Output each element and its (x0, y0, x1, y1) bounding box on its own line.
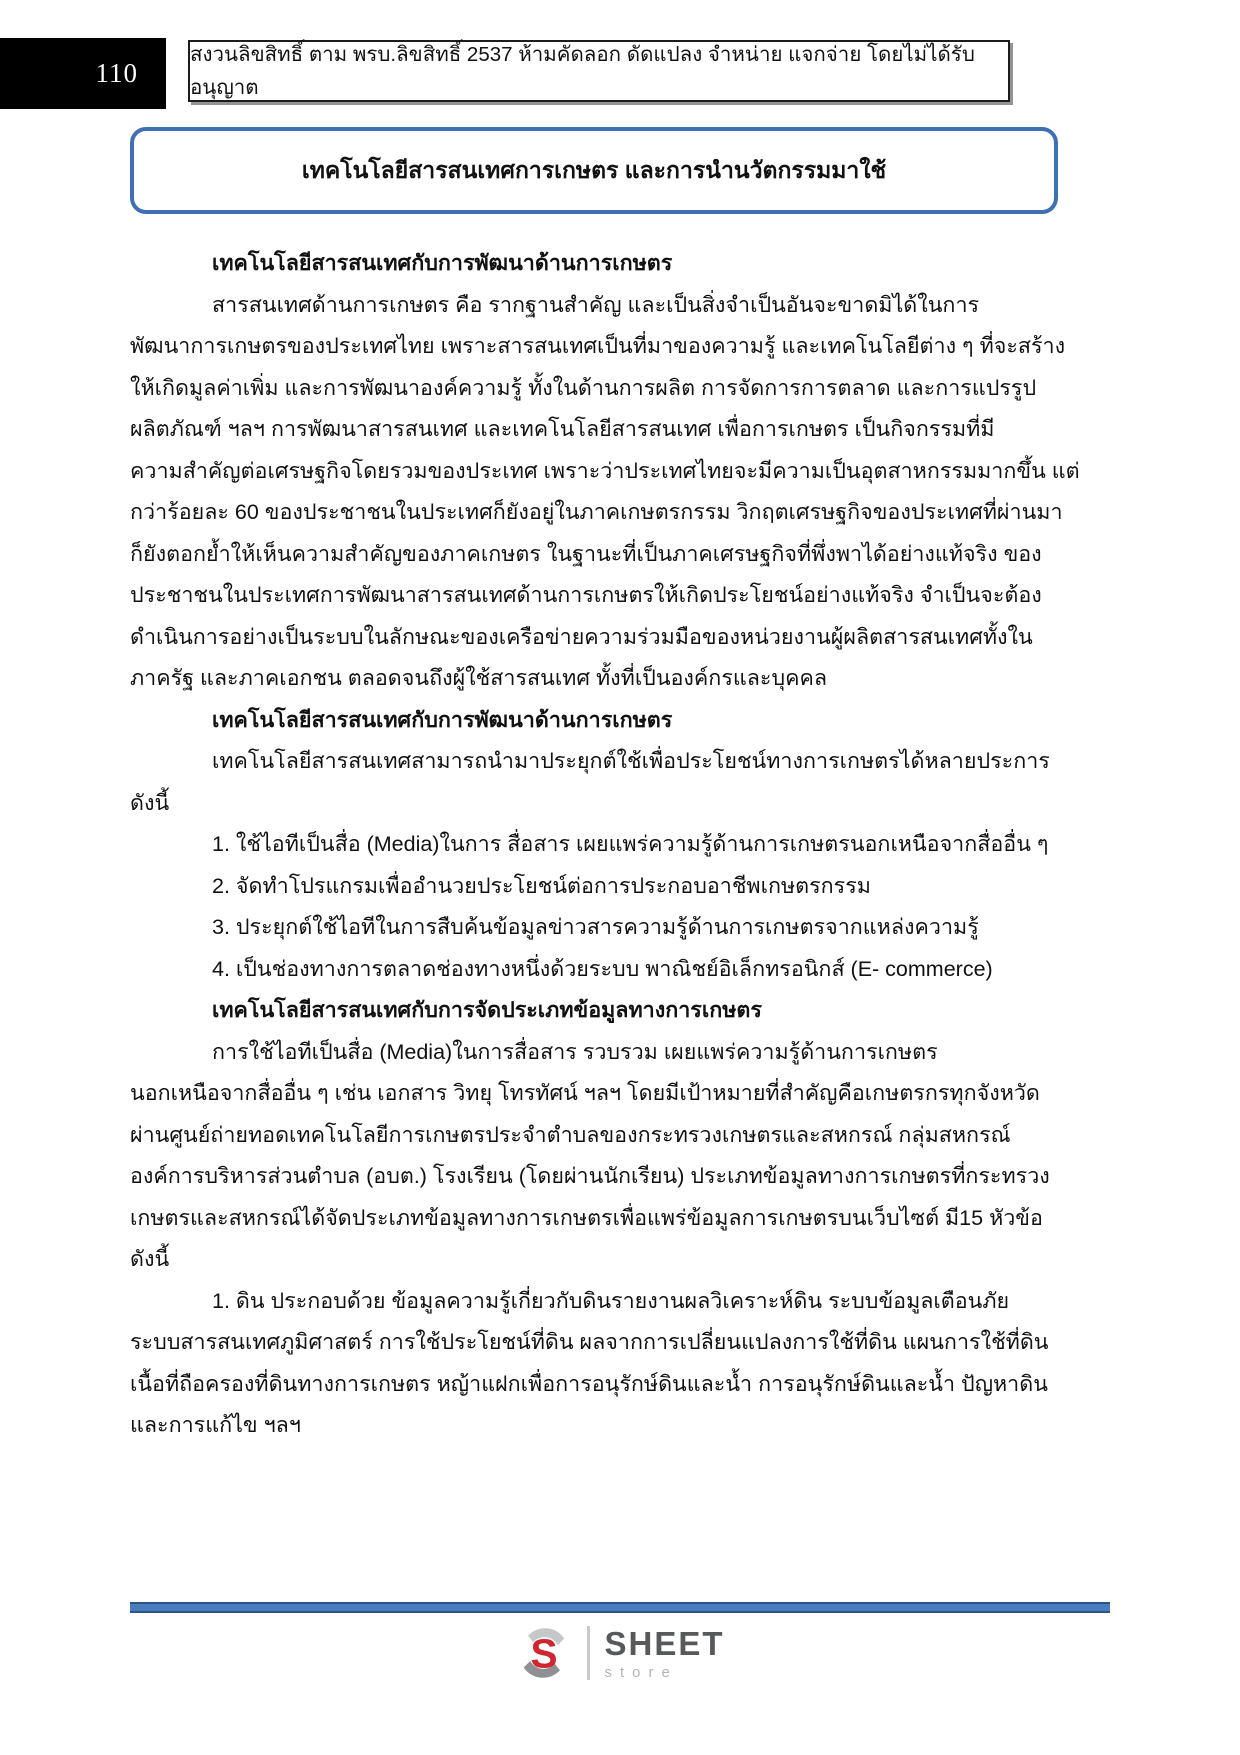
text-line: ประชาชนในประเทศการพัฒนาสารสนเทศด้านการเกษตรให้เกิดประโยชน์อย่างแท้จริง จำเป็นจะต้อง (130, 583, 1042, 607)
footer-divider-rule (130, 1602, 1110, 1613)
text-line: การใช้ไอทีเป็นสื่อ (Media)ในการสื่อสาร รวบรวม เผยแพร่ความรู้ด้านการเกษตร (212, 1039, 938, 1064)
text-line: ดังนี้ (130, 1247, 170, 1271)
text-line: ดำเนินการอย่างเป็นระบบในลักษณะของเครือข่ายความร่วมมือของหน่วยงานผู้ผลิตสารสนเทศทั้งใน (130, 624, 1033, 649)
logo-sub-text: store (604, 1663, 678, 1681)
copyright-notice-box (188, 40, 1010, 102)
chapter-title-box (130, 127, 1058, 214)
text-line: 3. ประยุกต์ใช้ไอทีในการสืบค้นข้อมูลข่าวสารความรู้ด้านการเกษตรจากแหล่งความรู้ (212, 915, 979, 939)
text-line: เกษตรและสหกรณ์ได้จัดประเภทข้อมูลทางการเกษตรเพื่อแพร่ข้อมูลการเกษตรบนเว็บไซต์ มี15 หัวข้อ (130, 1205, 1043, 1230)
text-line: ให้เกิดมูลค่าเพิ่ม และการพัฒนาองค์ความรู้ ทั้งในด้านการผลิต การจัดการการตลาด และการแปรรูป (130, 375, 1037, 400)
text-line: และการแก้ไข ฯลฯ (130, 1413, 301, 1437)
text-line: เนื้อที่ถือครองที่ดินทางการเกษตร หญ้าแฝกเพื่อการอนุรักษ์ดินและน้ำ การอนุรักษ์ดินและน้ำ ปัญหาดิน (130, 1371, 1048, 1396)
logo-divider (587, 1626, 590, 1680)
text-line: ก็ยังตอกย้ำให้เห็นความสำคัญของภาคเกษตร ในฐานะที่เป็นภาคเศรษฐกิจที่พึ่งพาได้อย่างแท้จริง ของ (130, 541, 1042, 566)
text-line: ภาครัฐ และภาคเอกชน ตลอดจนถึงผู้ใช้สารสนเทศ ทั้งที่เป็นองค์กรและบุคคล (130, 666, 828, 690)
copyright-notice: สงวนลิขสิทธิ์ ตาม พรบ.ลิขสิทธิ์ 2537 ห้ามคัดลอก ดัดแปลง จำหน่าย แจกจ่าย โดยไม่ได้รับอนุญาต (190, 43, 975, 99)
text-line: 1. ดิน ประกอบด้วย ข้อมูลความรู้เกี่ยวกับดินรายงานผลวิเคราะห์ดิน ระบบข้อมูลเตือนภัย (212, 1288, 1010, 1313)
section-heading: เทคโนโลยีสารสนเทศกับการจัดประเภทข้อมูลทางการเกษตร (212, 998, 762, 1022)
sheet-store-s-icon (515, 1624, 573, 1682)
svg-text:S: S (530, 1630, 559, 1677)
chapter-title: เทคโนโลยีสารสนเทศการเกษตร และการนำนวัตกรรมมาใช้ (301, 156, 887, 183)
section-heading: เทคโนโลยีสารสนเทศกับการพัฒนาด้านการเกษตร (212, 251, 673, 275)
text-line: เทคโนโลยีสารสนเทศสามารถนำมาประยุกต์ใช้เพื่อประโยชน์ทางการเกษตรได้หลายประการ (212, 749, 1050, 773)
footer-logo (0, 1624, 1240, 1682)
text-line: ดังนี้ (130, 790, 170, 815)
logo-text (604, 1624, 725, 1681)
body-text (130, 243, 1112, 1447)
section-heading: เทคโนโลยีสารสนเทศกับการพัฒนาด้านการเกษตร (212, 707, 673, 732)
logo-brand-text: SHEET (604, 1624, 725, 1662)
text-line: องค์การบริหารส่วนตำบล (อบต.) โรงเรียน (โดยผ่านนักเรียน) ประเภทข้อมูลทางการเกษตรที่กระทรวง (130, 1164, 1050, 1188)
text-line: ผลิตภัณฑ์ ฯลฯ การพัฒนาสารสนเทศ และเทคโนโลยีสารสนเทศ เพื่อการเกษตร เป็นกิจกรรมที่มี (130, 417, 995, 441)
page-number-box (0, 38, 166, 109)
text-line: ผ่านศูนย์ถ่ายทอดเทคโนโลยีการเกษตรประจำตำบลของกระทรวงเกษตรและสหกรณ์ กลุ่มสหกรณ์ (130, 1122, 1011, 1147)
text-line: 2. จัดทำโปรแกรมเพื่ออำนวยประโยชน์ต่อการประกอบอาชีพเกษตรกรรม (212, 873, 871, 898)
text-line: นอกเหนือจากสื่ออื่น ๆ เช่น เอกสาร วิทยุ โทรทัศน์ ฯลฯ โดยมีเป้าหมายที่สำคัญคือเกษตรกรทุกจังหวัด (130, 1081, 1040, 1105)
text-line: 4. เป็นช่องทางการตลาดช่องทางหนึ่งด้วยระบบ พาณิชย์อิเล็กทรอนิกส์ (E- commerce) (212, 956, 993, 981)
text-line: พัฒนาการเกษตรของประเทศไทย เพราะสารสนเทศเป็นที่มาของความรู้ และเทคโนโลยีต่าง ๆ ที่จะสร้าง (130, 334, 1066, 358)
page-number: 110 (95, 58, 138, 88)
text-line: ระบบสารสนเทศภูมิศาสตร์ การใช้ประโยชน์ที่ดิน ผลจากการเปลี่ยนแปลงการใช้ที่ดิน แผนการใช้ที่ดิน (130, 1330, 1049, 1354)
text-line: กว่าร้อยละ 60 ของประชาชนในประเทศก็ยังอยู่ในภาคเกษตรกรรม วิกฤตเศรษฐกิจของประเทศที่ผ่านมา (130, 500, 1063, 524)
text-line: ความสำคัญต่อเศรษฐกิจโดยรวมของประเทศ เพราะว่าประเทศไทยจะมีความเป็นอุตสาหกรรมมากขึ้น แต่ (130, 458, 1080, 483)
text-line: สารสนเทศด้านการเกษตร คือ รากฐานสำคัญ และเป็นสิ่งจำเป็นอันจะขาดมิได้ในการ (212, 292, 980, 317)
text-line: 1. ใช้ไอทีเป็นสื่อ (Media)ในการ สื่อสาร เผยแพร่ความรู้ด้านการเกษตรนอกเหนือจากสื่ออื่น ๆ (212, 832, 1049, 856)
